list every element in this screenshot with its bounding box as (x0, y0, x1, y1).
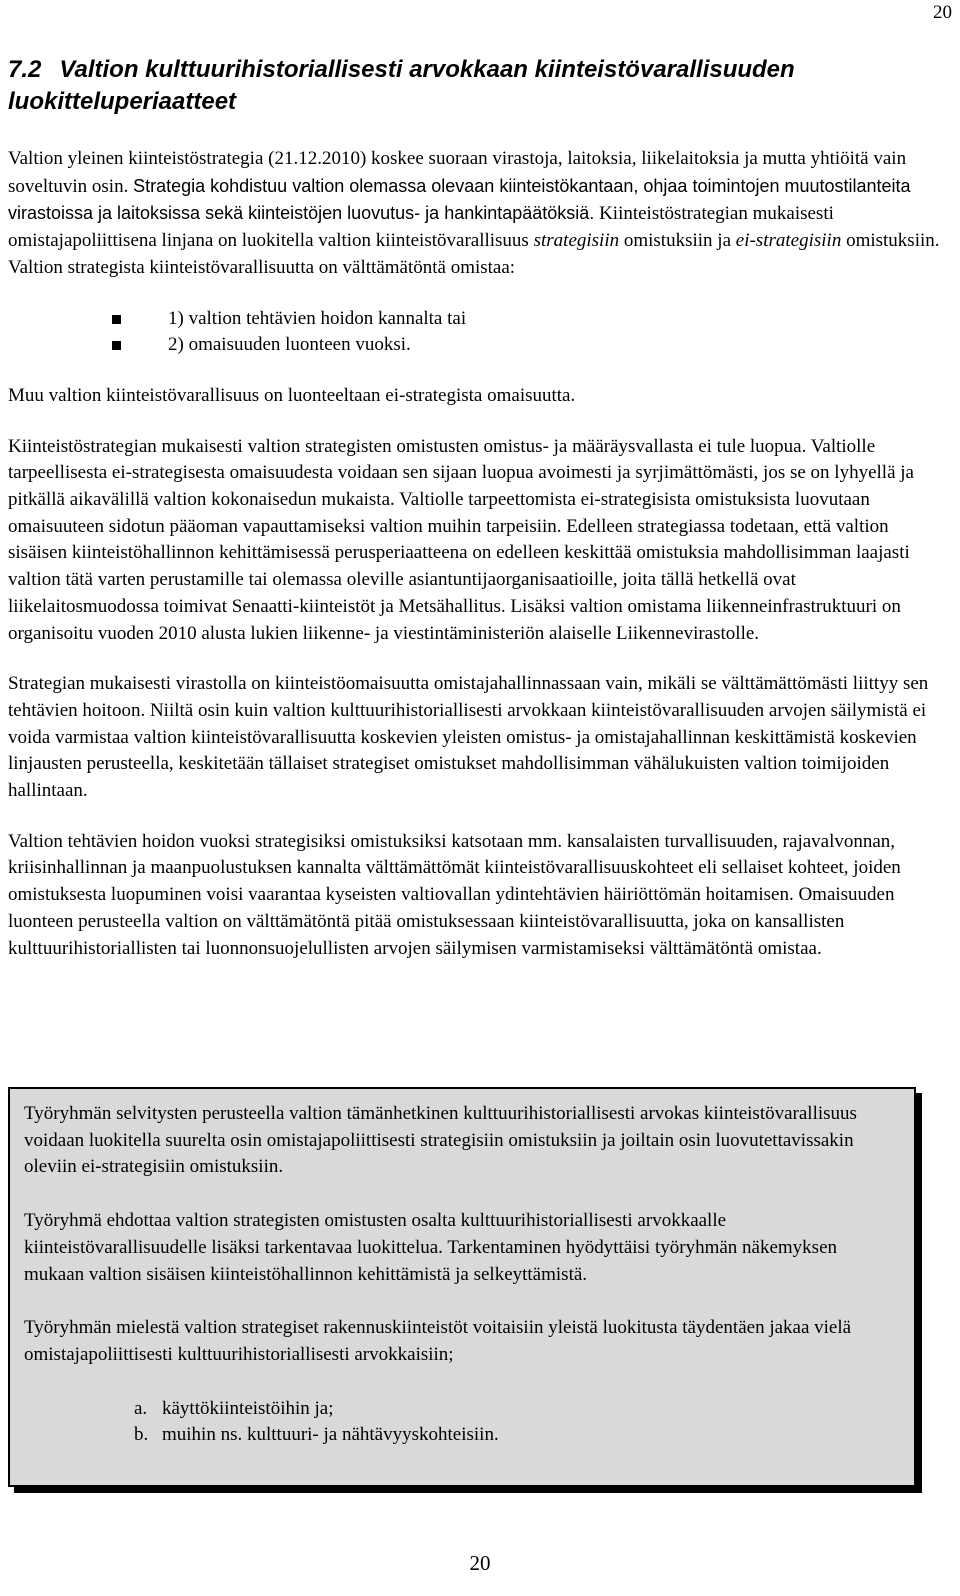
paragraph-1-g: omistuksiin. Valtion strategista kiinteistövarallisuutta on välttämätöntä omistaa: (8, 230, 940, 278)
paragraph-1-b: Strategia kohdistuu valtion olemassa olevaan kiinteistökantaan, ohjaa toimintojen muutostilanteita virastoissa ja laitoksissa sekä kiinteistöjen luovutus- ja hankintapäätöksiä. (8, 175, 911, 224)
list-item (24, 1396, 896, 1423)
list-item (24, 1422, 896, 1449)
paragraph-1-e: omistuksiin ja (619, 230, 736, 252)
strategic-term: strategisiin (533, 230, 620, 252)
paragraph-1-c: Kiinteistöstrategian mukaisesti omistajapoliittisena linjana on luokitella valtion kiinteistövarallisuus (8, 203, 834, 252)
page-number-top: 20 (933, 2, 952, 23)
box-paragraph-1: Työryhmän selvitysten perusteella valtion tämänhetkinen kulttuurihistoriallisesti arvokas kiinteistövarallisuus voidaan luokitella suurelta osin omistajapoliittisesti strategisiin omistuksiin ja joiltain osin luovutettavissakin oleviin ei-strategisiin omistuksiin. (24, 1103, 857, 1178)
page-number-bottom: 20 (469, 1551, 491, 1575)
box-paragraph-3: Työryhmän mielestä valtion strategiset rakennuskiinteistöt voitaisiin yleistä luokitusta täydentäen jakaa vielä omistajapoliittisesti kulttuurihistoriallisesti arvokkaisiin; (24, 1317, 852, 1365)
list-item: 2) omaisuuden luonteen vuoksi. (8, 332, 946, 359)
box-list (24, 1396, 896, 1449)
list-marker: a. (134, 1397, 148, 1419)
non-strategic-term: ei-strategisiin (735, 230, 842, 252)
list-item: 1) valtion tehtävien hoidon kannalta tai (8, 306, 946, 333)
list-text: muihin ns. kulttuuri- ja nähtävyyskohteisiin. (162, 1424, 499, 1446)
paragraph-1 (8, 146, 946, 282)
paragraph-3: Kiinteistöstrategian mukaisesti valtion strategisten omistusten omistus- ja määräysvallasta ei tule luopua. Valtiolle tarpeellisesta ei-strategisesta omaisuudesta voidaan sen sijaan luopua avoimesti ja syrjimättömästi, jos se on lyhyellä ja pitkällä aikavälillä valtion kokonaisedun mukaista. Valtiolle tarpeettomista ei-strategisista omistuksista luovutaan omaisuuteen sidotun pääoman vapauttamiseksi valtion muihin tarpeisiin. Edelleen strategiassa todetaan, että valtion sisäisen kiinteistöhallinnon kehittämisessä perusperiaatteena on edelleen keskittää omistuksia mahdollisimman laajasti valtion tätä varten perustamille tai olemassa oleville asiantuntijaorganisaatioille, joita tällä hetkellä ovat liikelaitosmuodossa toimivat Senaatti-kiinteistöt ja Metsähallitus. Lisäksi valtion omistama liikenneinfrastruktuuri on organisoitu vuoden 2010 alusta lukien liikenne- ja viestintäministeriön alaiselle Liikennevirastolle. (8, 435, 914, 644)
paragraph-2: Muu valtion kiinteistövarallisuus on luonteeltaan ei-strategista omaisuutta. (8, 384, 576, 406)
bullet-list (8, 306, 946, 359)
proposal-box (8, 1087, 916, 1487)
paragraph-4: Strategian mukaisesti virastolla on kiinteistöomaisuutta omistajahallinnassaan vain, mikäli se välttämättömästi liittyy sen tehtävien hoitoon. Niiltä osin kuin valtion kulttuurihistoriallisesti arvokkaan kiinteistövarallisuuden arvojen säilymistä ei voida varmistaa valtion kiinteistövarallisuutta koskevien yleisten omistus- ja omistajahallinnan keskittämistä koskevien linjausten perusteella, keskitetään tällaiset strategiset omistukset mahdollisimman vähälukuisten valtion toimijoiden hallintaan. (8, 673, 929, 802)
body-text (8, 146, 946, 986)
list-marker: b. (134, 1424, 149, 1446)
list-text: käyttökiinteistöihin ja; (162, 1397, 334, 1419)
square-bullet-icon (112, 315, 121, 324)
section-number: 7.2 (8, 56, 42, 83)
square-bullet-icon (112, 341, 121, 350)
box-paragraph-2: Työryhmä ehdottaa valtion strategisten omistusten osalta kulttuurihistoriallisesti arvokkaalle kiinteistövarallisuudelle lisäksi tarkentavaa luokittelua. Tarkentaminen hyödyttäisi työryhmän näkemyksen mukaan valtion sisäisen kiinteistöhallinnon kehittämistä ja selkeyttämistä. (24, 1210, 838, 1285)
paragraph-1-a: Valtion yleinen kiinteistöstrategia (21.12.2010) koskee suoraan virastoja, laitoksia, liikelaitoksia ja mutta yhtiöitä vain soveltuvin osin. (8, 148, 907, 197)
section-title: Valtion kulttuurihistoriallisesti arvokkaan kiinteistövarallisuuden luokitteluperiaatteet (8, 56, 795, 115)
section-heading (8, 54, 948, 118)
paragraph-5: Valtion tehtävien hoidon vuoksi strategisiksi omistuksiksi katsotaan mm. kansalaisten turvallisuuden, rajavalvonnan, kriisinhallinnan ja maanpuolustuksen kannalta välttämättömät kiinteistövarallisuuskohteet eli sellaiset kohteet, joiden omistuksesta luopuminen voisi vaarantaa kyseisten valtiovallan ydintehtävien häiriöttömän hoitamisen. Omaisuuden luonteen perusteella valtion on välttämätöntä pitää omistuksessaan kiinteistövarallisuutta, joka on kansallisten kulttuurihistoriallisten tai luonnonsuojelullisten arvojen säilymisen varmistamiseksi välttämätöntä omistaa. (8, 830, 901, 959)
